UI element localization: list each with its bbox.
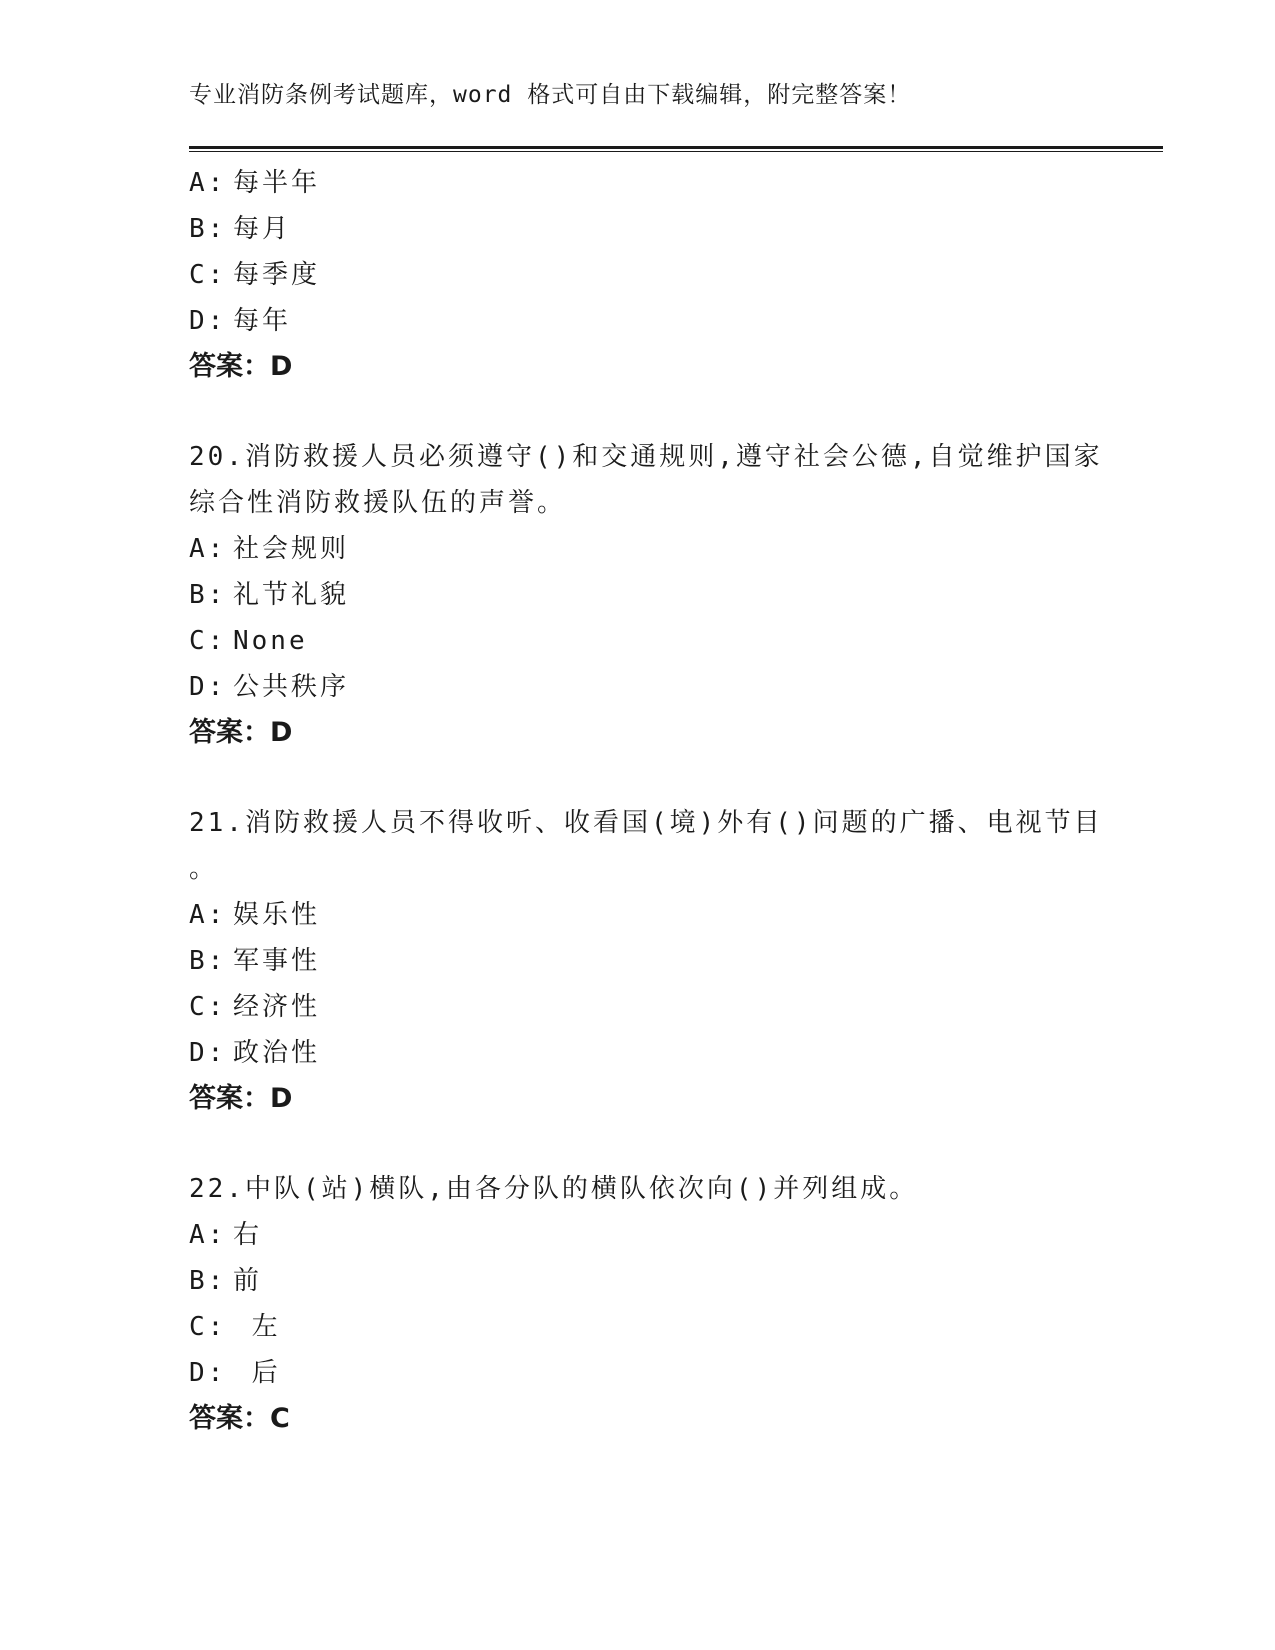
answer-line: 答案：D — [189, 351, 293, 382]
question-19 — [189, 160, 1089, 390]
spacer — [189, 1122, 1089, 1166]
option-a — [189, 892, 1089, 938]
question-stem-continued: 。 — [189, 854, 219, 884]
option-label: D: — [189, 672, 227, 702]
question-stem: 20.消防救援人员必须遵守()和交通规则,遵守社会公德,自觉维护国家 — [189, 442, 1103, 472]
option-text: 公共秩序 — [233, 672, 350, 702]
page-header: 专业消防条例考试题库，word 格式可自由下载编辑，附完整答案！ — [189, 82, 912, 108]
option-text: 每月 — [233, 214, 292, 244]
option-label: C: — [189, 626, 227, 656]
option-text: 每季度 — [233, 260, 321, 290]
option-label: A: — [189, 900, 227, 930]
answer-line: 答案：D — [189, 1083, 293, 1114]
option-text: 每半年 — [233, 168, 321, 198]
option-c — [189, 984, 1089, 1030]
option-text: 每年 — [233, 306, 292, 336]
option-text: 后 — [233, 1358, 281, 1388]
option-text: 娱乐性 — [233, 900, 321, 930]
question-stem: 21.消防救援人员不得收听、收看国(境)外有()问题的广播、电视节目 — [189, 808, 1103, 838]
option-a — [189, 160, 1089, 206]
option-text: 前 — [233, 1266, 263, 1296]
question-21 — [189, 800, 1103, 1122]
option-b — [189, 1258, 1089, 1304]
option-b — [189, 572, 1089, 618]
option-label: B: — [189, 946, 227, 976]
option-text: 左 — [233, 1312, 281, 1342]
option-text: None — [233, 626, 308, 656]
question-stem-continued: 综合性消防救援队伍的声誉。 — [189, 488, 567, 518]
answer-line: 答案：C — [189, 1403, 290, 1434]
option-a — [189, 1212, 1089, 1258]
question-stem: 22.中队(站)横队,由各分队的横队依次向()并列组成。 — [189, 1174, 919, 1204]
option-d — [189, 1350, 1089, 1396]
option-text: 礼节礼貌 — [233, 580, 350, 610]
option-d — [189, 664, 1089, 710]
option-d — [189, 298, 1089, 344]
option-d — [189, 1030, 1089, 1076]
option-text: 军事性 — [233, 946, 321, 976]
option-b — [189, 938, 1089, 984]
question-20 — [189, 434, 1103, 756]
option-label: D: — [189, 1038, 227, 1068]
option-c — [189, 1304, 1089, 1350]
option-text: 政治性 — [233, 1038, 321, 1068]
option-label: C: — [189, 260, 227, 290]
option-label: A: — [189, 1220, 227, 1250]
option-label: B: — [189, 214, 227, 244]
spacer — [189, 756, 1089, 800]
option-label: A: — [189, 534, 227, 564]
option-label: C: — [189, 1312, 227, 1342]
option-label: A: — [189, 168, 227, 198]
option-label: B: — [189, 580, 227, 610]
option-b — [189, 206, 1089, 252]
option-c — [189, 252, 1089, 298]
option-text: 社会规则 — [233, 534, 350, 564]
option-a — [189, 526, 1089, 572]
option-label: D: — [189, 1358, 227, 1388]
spacer — [189, 390, 1089, 434]
option-c — [189, 618, 1089, 664]
option-label: D: — [189, 306, 227, 336]
header-rule-thick — [189, 146, 1163, 149]
header-rule-thin — [189, 151, 1163, 152]
question-list — [189, 160, 1103, 1442]
answer-line: 答案：D — [189, 717, 293, 748]
option-text: 右 — [233, 1220, 263, 1250]
option-label: B: — [189, 1266, 227, 1296]
question-22 — [189, 1166, 1089, 1442]
option-label: C: — [189, 992, 227, 1022]
option-text: 经济性 — [233, 992, 321, 1022]
